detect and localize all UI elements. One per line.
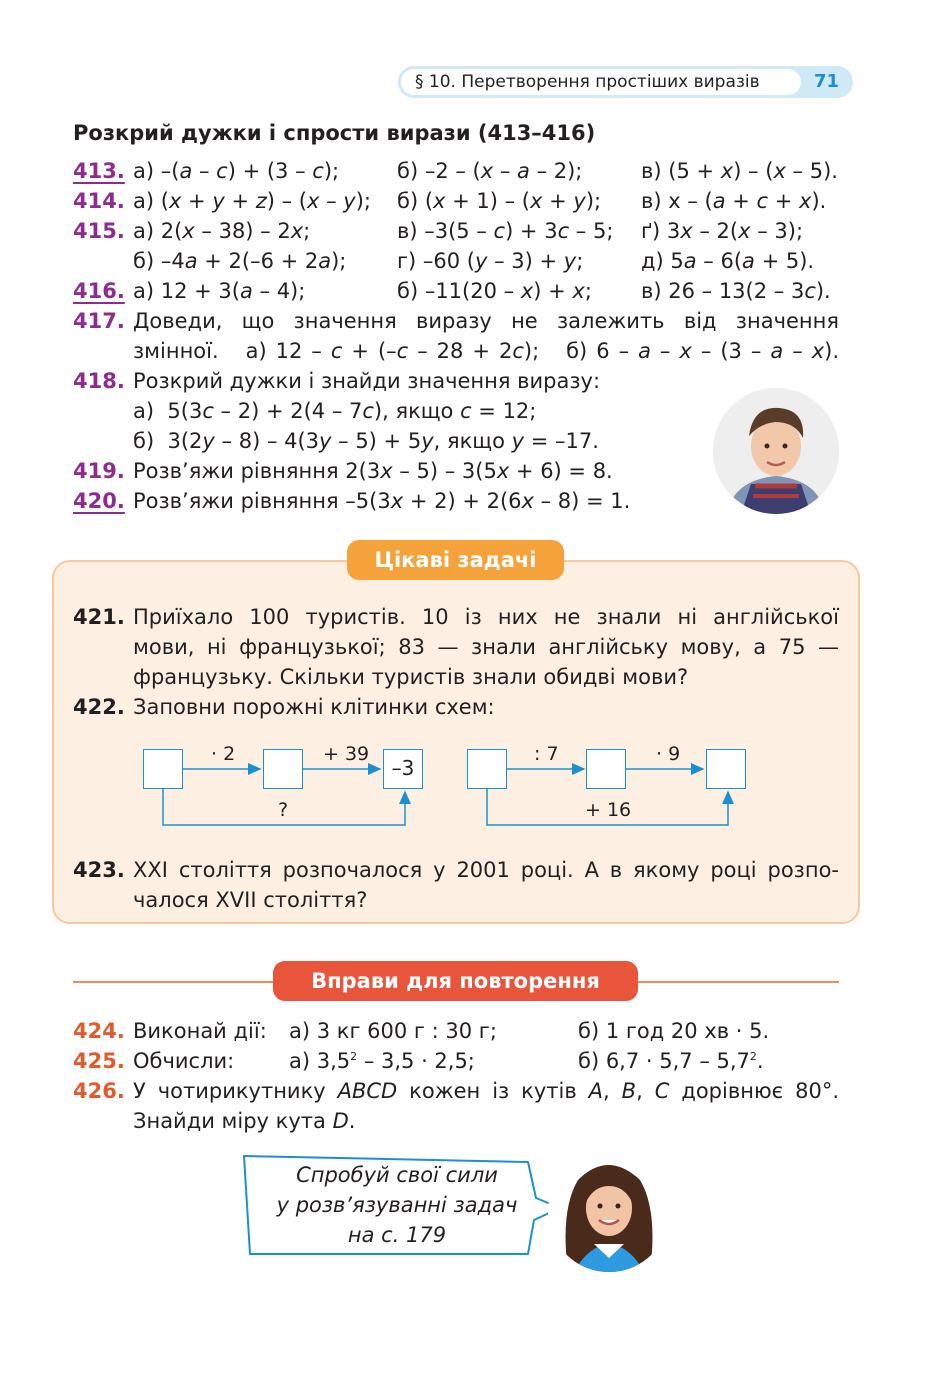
bubble-line-3: на с. 179 <box>347 1223 447 1247</box>
part-a: а) 2(х – 38) – 2х; <box>133 219 311 243</box>
part-c: в) 26 – 13(2 – 3с). <box>641 279 831 303</box>
scheme1-box-3: –3 <box>383 749 423 789</box>
scheme1-bottom: ? <box>278 799 289 821</box>
exercise-number: 421. <box>73 605 125 629</box>
exercise-label: Обчисли: <box>133 1049 235 1073</box>
exercise-text: У чотирикутнику ABCD кожен із кутів A, B, C дорівнює 80°. <box>133 1079 839 1103</box>
exercise-425 <box>0 1046 952 1076</box>
exercise-number: 424. <box>73 1019 125 1043</box>
exercise-text: Приїхало 100 туристів. 10 із них не знали ні англійської <box>133 605 839 629</box>
scheme1-box-1[interactable] <box>143 749 183 789</box>
exercise-423 <box>0 855 952 885</box>
part-d: д) 5а – 6(а + 5). <box>641 249 815 273</box>
exercise-number: 426. <box>73 1079 125 1103</box>
part-a: а) (х + у + z) – (х – у); <box>133 189 372 213</box>
part-a: а) 3 кг 600 г : 30 г; <box>289 1019 497 1043</box>
interesting-tasks-tag: Цікаві задачі <box>347 540 564 580</box>
bubble-line-2: у розв’язуванні задач <box>276 1193 518 1217</box>
scheme2-bottom: + 16 <box>585 799 632 821</box>
part-c: в) (5 + х) – (х – 5). <box>641 159 838 183</box>
part-g: г) –60 (у – 3) + у; <box>397 249 584 273</box>
scheme2-op1: : 7 <box>534 743 559 765</box>
scheme2-box-1[interactable] <box>467 749 507 789</box>
exercise-text: Заповни порожні клітинки схем: <box>133 695 495 719</box>
scheme1-op1: · 2 <box>211 743 236 765</box>
scheme1-box-2[interactable] <box>263 749 303 789</box>
scheme1-op2: + 39 <box>323 743 370 765</box>
exercise-number: 415. <box>73 219 125 243</box>
exercise-number: 419. <box>73 459 125 483</box>
part-b: б) –2 – (х – а – 2); <box>397 159 583 183</box>
part-g-prime: ґ) 3х – 2(х – 3); <box>641 219 804 243</box>
exercise-text: Розв’яжи рівняння –5(3х + 2) + 2(6х – 8) = 1. <box>133 489 631 513</box>
part-a: а) –(а – с) + (3 – с); <box>133 159 340 183</box>
exercise-number: 418. <box>73 369 125 393</box>
scheme2-op2: · 9 <box>656 743 681 765</box>
page-number: 71 <box>813 71 839 92</box>
exercise-421-line3: французьку. Скільки туристів знали обидві мови? <box>133 665 689 689</box>
exercise-424 <box>0 1016 952 1046</box>
scheme2-box-3[interactable] <box>706 749 746 789</box>
exercise-number[interactable]: 413. <box>73 159 125 183</box>
review-tag: Вправи для повторення <box>273 961 638 1001</box>
exercise-number[interactable]: 420. <box>73 489 125 513</box>
exercise-group-heading: Розкрий дужки і спрости вирази (413–416) <box>73 121 596 145</box>
exercise-text: XXI століття розпочалося у 2001 році. А в якому році розпо- <box>133 858 839 882</box>
part-b: б) –4а + 2(–6 + 2а); <box>133 249 347 273</box>
exercise-text: мови, ні французької; 83 — знали англійську мову, а 75 — <box>133 635 839 659</box>
exercise-418-part-b: б) 3(2у – 8) – 4(3у – 5) + 5у, якщо у = –17. <box>133 429 599 453</box>
scheme2-box-2[interactable] <box>586 749 626 789</box>
part-b: б) –11(20 – х) + х; <box>397 279 592 303</box>
section-title: § 10. Перетворення простіших виразів <box>401 69 801 95</box>
exercise-text: Доведи, що значення виразу не залежить від значення <box>133 309 839 333</box>
exercise-text: змінної. а) 12 – с + (–с – 28 + 2с); б) 6 – а – х – (3 – а – х). <box>133 339 840 363</box>
exercise-418-part-a: а) 5(3с – 2) + 2(4 – 7с), якщо с = 12; <box>133 399 537 423</box>
exercise-number: 423. <box>73 858 125 882</box>
exercise-label: Виконай дії: <box>133 1019 267 1043</box>
part-b: б) 1 год 20 хв · 5. <box>578 1019 770 1043</box>
part-v: в) –3(5 – с) + 3с – 5; <box>397 219 614 243</box>
bubble-text[interactable] <box>252 1160 542 1250</box>
bubble-line-1: Спробуй свої сили <box>296 1163 498 1187</box>
exercise-text: Розкрий дужки і знайди значення виразу: <box>133 369 601 393</box>
exercise-number: 422. <box>73 695 125 719</box>
exercise-number[interactable]: 416. <box>73 279 125 303</box>
exercise-number: 417. <box>73 309 125 333</box>
part-c: в) х – (а + с + х). <box>641 189 827 213</box>
exercise-426 <box>0 1076 952 1106</box>
exercise-number: 425. <box>73 1049 125 1073</box>
exercise-426-line2: Знайди міру кута D. <box>133 1109 356 1133</box>
part-b: б) $6,7 \cdot 5,7 - 5,7^2$. <box>578 1049 764 1073</box>
exercise-423-line2: чалося XVII століття? <box>133 888 368 912</box>
girl-illustration <box>548 1150 670 1272</box>
part-a: а) 12 + 3(а – 4); <box>133 279 306 303</box>
exercise-text: Розв’яжи рівняння 2(3х – 5) – 3(5х + 6) = 8. <box>133 459 613 483</box>
part-a: а) $3,5^2 - 3,5 \cdot 2,5$; <box>289 1049 475 1073</box>
exercise-number: 414. <box>73 189 125 213</box>
part-b: б) (х + 1) – (х + у); <box>397 189 602 213</box>
